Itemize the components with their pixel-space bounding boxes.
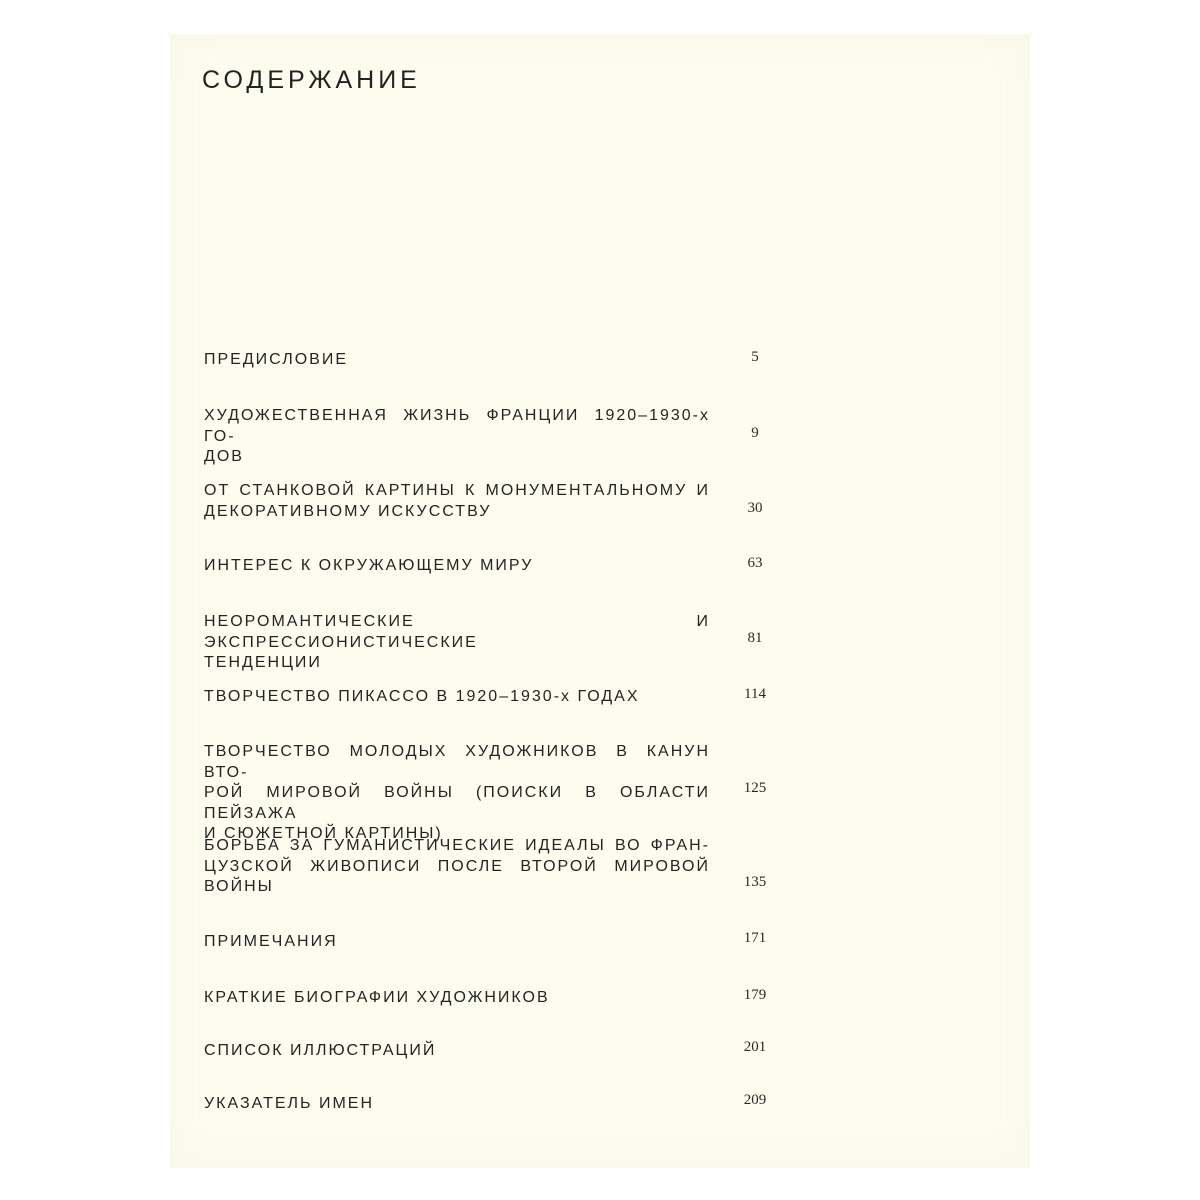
toc-page-number: 30 bbox=[747, 500, 763, 516]
toc-entry-title-line: БОРЬБА ЗА ГУМАНИСТИЧЕСКИЕ ИДЕАЛЫ ВО ФРАН- bbox=[204, 837, 710, 854]
toc-page-number: 63 bbox=[747, 555, 763, 571]
toc-entry-art-life-france bbox=[204, 406, 710, 468]
toc-entry-illustrations bbox=[204, 1041, 710, 1062]
toc-entry-title-line: И СЮЖЕТНОЙ КАРТИНЫ) bbox=[204, 825, 443, 842]
toc-page-number: 81 bbox=[747, 630, 763, 646]
toc-page-number: 179 bbox=[743, 987, 767, 1003]
toc-entry-title-line: ОТ СТАНКОВОЙ КАРТИНЫ К МОНУМЕНТАЛЬНОМУ И bbox=[204, 482, 710, 499]
toc-entry-title-line: ПРЕДИСЛОВИЕ bbox=[204, 351, 348, 368]
toc-entry-title-line: КРАТКИЕ БИОГРАФИИ ХУДОЖНИКОВ bbox=[204, 989, 550, 1006]
toc-page-number: 125 bbox=[743, 780, 767, 796]
toc-page-number: 5 bbox=[751, 349, 759, 365]
toc-entry-easel-to-monumental bbox=[204, 481, 710, 522]
toc-page-number: 209 bbox=[743, 1092, 767, 1108]
toc-entry-title-line: ИНТЕРЕС К ОКРУЖАЮЩЕМУ МИРУ bbox=[204, 557, 534, 574]
toc-heading: СОДЕРЖАНИЕ bbox=[202, 66, 421, 94]
toc-entry-title-line: ТВОРЧЕСТВО МОЛОДЫХ ХУДОЖНИКОВ В КАНУН ВТО- bbox=[204, 743, 710, 781]
toc-entry-neoromantic bbox=[204, 612, 710, 674]
toc-entry-title-line: СПИСОК ИЛЛЮСТРАЦИЙ bbox=[204, 1042, 437, 1059]
toc-entry-humanist-ideals bbox=[204, 836, 710, 898]
toc-entry-title-line: ЦУЗСКОЙ ЖИВОПИСИ ПОСЛЕ ВТОРОЙ МИРОВОЙ bbox=[204, 857, 710, 875]
toc-page-number: 201 bbox=[743, 1039, 767, 1055]
toc-entry-biographies bbox=[204, 988, 710, 1009]
toc-page-number: 135 bbox=[743, 874, 767, 890]
toc-entry-title-line: ТЕНДЕНЦИИ bbox=[204, 654, 322, 671]
toc-page-number: 9 bbox=[751, 425, 759, 441]
toc-entry-interest-world bbox=[204, 556, 710, 577]
toc-entry-title-line: ХУДОЖЕСТВЕННАЯ ЖИЗНЬ ФРАНЦИИ 1920–1930-х ГО- bbox=[204, 407, 710, 445]
toc-entry-title-line: ТВОРЧЕСТВО ПИКАССО В 1920–1930-х ГОДАХ bbox=[204, 688, 640, 705]
toc-entry-index bbox=[204, 1094, 710, 1115]
toc-entry-title-line: ДОВ bbox=[204, 448, 244, 465]
toc-entry-preface bbox=[204, 350, 710, 371]
book-page bbox=[170, 34, 1030, 1168]
toc-entry-title-line: ДЕКОРАТИВНОМУ ИСКУССТВУ bbox=[204, 502, 492, 520]
toc-entry-title-line: ПРИМЕЧАНИЯ bbox=[204, 933, 338, 950]
toc-entry-title-line: НЕОРОМАНТИЧЕСКИЕ И ЭКСПРЕССИОНИСТИЧЕСКИЕ bbox=[204, 613, 710, 651]
toc-entry-title-line: ВОЙНЫ bbox=[204, 878, 274, 895]
toc-entry-notes bbox=[204, 932, 710, 953]
toc-entry-title-line: УКАЗАТЕЛЬ ИМЕН bbox=[204, 1095, 375, 1112]
toc-page-number: 171 bbox=[743, 930, 767, 946]
toc-entry-young-artists bbox=[204, 742, 710, 845]
toc-entry-title-line: РОЙ МИРОВОЙ ВОЙНЫ (ПОИСКИ В ОБЛАСТИ ПЕЙЗАЖА bbox=[204, 784, 710, 822]
toc-page-number: 114 bbox=[744, 686, 766, 702]
toc-entry-picasso bbox=[204, 687, 710, 708]
